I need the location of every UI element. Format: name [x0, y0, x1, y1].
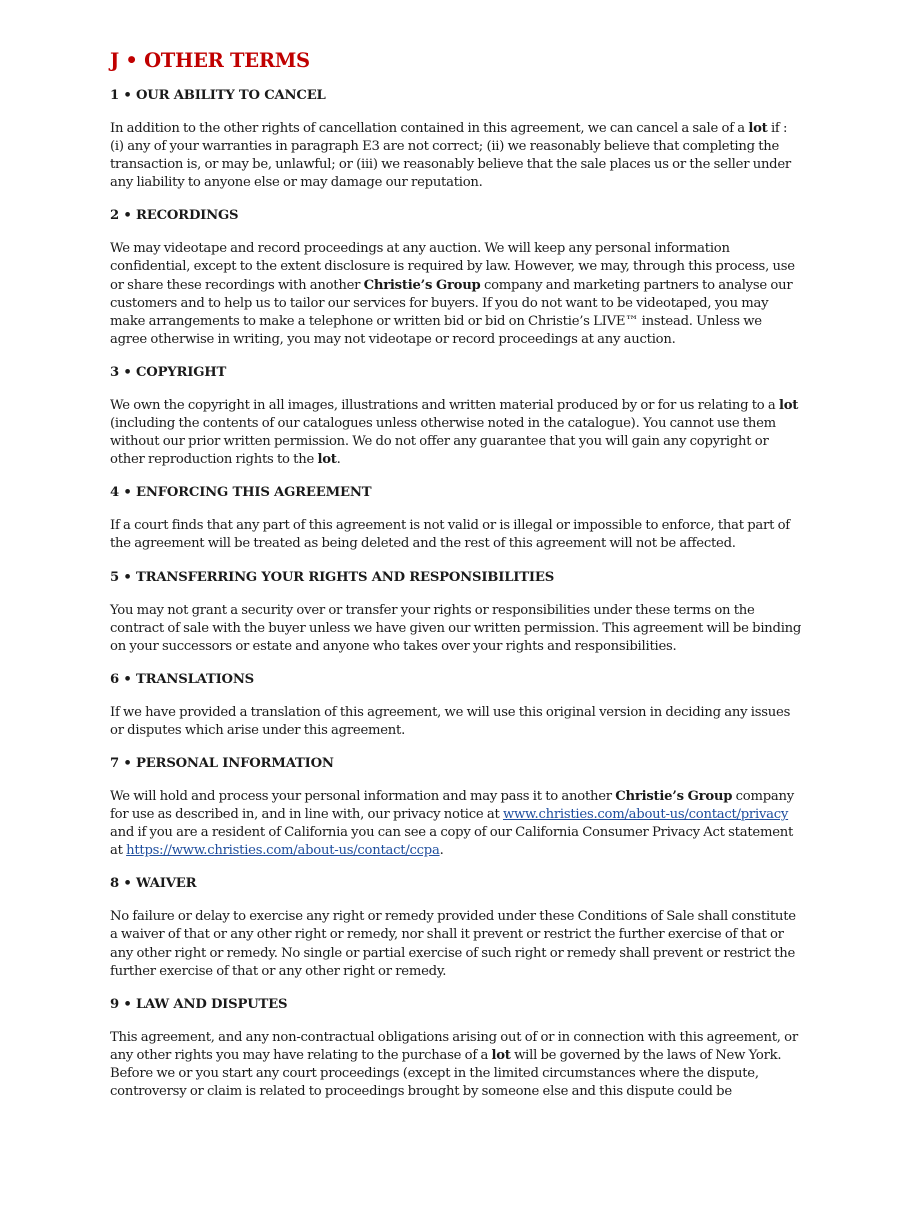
- section-heading: 6 • TRANSLATIONS: [110, 671, 254, 687]
- body-text: This agreement, and any non-contractual obligations arising out of or in connection with this agreement, or any other rights you may have relating to the purchase of a: [110, 1029, 798, 1063]
- body-text: No failure or delay to exercise any right or remedy provided under these Conditions of Sale shall constitute a waiver of that or any other right or remedy, nor shall it prevent or restrict the further exercise of that or any other right or remedy. No single or partial exercise of such right or remedy shall prevent or restrict the further exercise of that or any other right or remedy.: [110, 909, 796, 979]
- section-body: [110, 602, 802, 656]
- body-text: if : (i) any of your warranties in paragraph E3 are not correct; (ii) we reasonably believe that completing the transaction is, or may be, unlawful; or (iii) we reasonably believe that the sale places us or the seller under any liability to anyone else or may damage our reputation.: [110, 121, 791, 191]
- section-body: [110, 240, 802, 349]
- privacy-link[interactable]: www.christies.com/about-us/contact/privacy: [502, 807, 789, 823]
- bold-term: lot: [778, 397, 799, 413]
- body-text: .: [336, 452, 341, 468]
- section-body: [110, 1029, 802, 1101]
- body-text: If a court finds that any part of this agreement is not valid or is illegal or impossible to enforce, that part of the agreement will be treated as being deleted and the rest of this agreement will not be affected.: [110, 518, 790, 552]
- bold-term: lot: [491, 1047, 511, 1063]
- section-body: [110, 908, 802, 980]
- body-text: In addition to the other rights of cancellation contained in this agreement, we can cancel a sale of a: [110, 121, 749, 136]
- body-text: (including the contents of our catalogues unless otherwise noted in the catalogue). You cannot use them without our prior written permission. We do not offer any guarantee that you will gain any copyright or other reproduction rights to the: [110, 416, 776, 468]
- body-text: company and marketing partners to analyse our customers and to help us to tailor our services for buyers. If you do not want to be videotaped, you may make arrangements to make a telephone or written bid or bid on Christie’s LIVE™ instead. Unless we agree otherwise in writing, you may not videotape or record proceedings at any auction.: [110, 277, 793, 347]
- bold-term: lot: [748, 121, 768, 136]
- body-text: We will hold and process your personal information and may pass it to another: [110, 788, 616, 804]
- section-heading: 3 • COPYRIGHT: [110, 364, 227, 380]
- section-body: [110, 788, 802, 860]
- section-heading: 4 • ENFORCING THIS AGREEMENT: [110, 485, 372, 501]
- section-heading: 2 • RECORDINGS: [110, 208, 239, 224]
- section-heading: 5 • TRANSFERRING YOUR RIGHTS AND RESPONSIBILITIES: [110, 569, 555, 585]
- section-body: [110, 397, 802, 469]
- document-page: [110, 48, 802, 1116]
- section-heading: 9 • LAW AND DISPUTES: [110, 996, 288, 1012]
- section-heading: 7 • PERSONAL INFORMATION: [110, 755, 334, 771]
- section-heading: 8 • WAIVER: [110, 876, 197, 892]
- page-title: J • OTHER TERMS: [110, 49, 310, 72]
- section-body: [110, 120, 802, 192]
- privacy-link[interactable]: https://www.christies.com/about-us/contact/ccpa: [126, 843, 440, 859]
- body-text: .: [439, 843, 444, 859]
- body-text: company for use as described in, and in line with, our privacy notice at: [110, 788, 794, 823]
- body-text: We own the copyright in all images, illustrations and written material produced by or for us relating to a: [110, 397, 779, 413]
- body-text: If we have provided a translation of this agreement, we will use this original version in deciding any issues or disputes which arise under this agreement.: [110, 704, 791, 738]
- sections-container: [110, 87, 802, 1101]
- bold-term: Christie’s Group: [615, 788, 733, 804]
- body-text: will be governed by the laws of New York. Before we or you start any court proceedings (except in the limited circumstances where the dispute, controversy or claim is related to proceedings brought by someone else and this dispute could be: [110, 1047, 782, 1099]
- bold-term: lot: [317, 452, 337, 468]
- body-text: You may not grant a security over or transfer your rights or responsibilities under these terms on the contract of sale with the buyer unless we have given our written permission. This agreement will be binding on your successors or estate and anyone who takes over your rights and responsibilities.: [110, 602, 802, 654]
- section-body: [110, 704, 802, 740]
- section-heading: 1 • OUR ABILITY TO CANCEL: [110, 88, 326, 103]
- bold-term: Christie’s Group: [363, 277, 481, 293]
- section-body: [110, 517, 802, 553]
- body-text: and if you are a resident of California you can see a copy of our California Consumer Privacy Act statement at: [110, 825, 794, 859]
- body-text: We may videotape and record proceedings at any auction. We will keep any personal information confidential, except to the extent disclosure is required by law. However, we may, through this process, use or share these recordings with another: [110, 241, 795, 293]
